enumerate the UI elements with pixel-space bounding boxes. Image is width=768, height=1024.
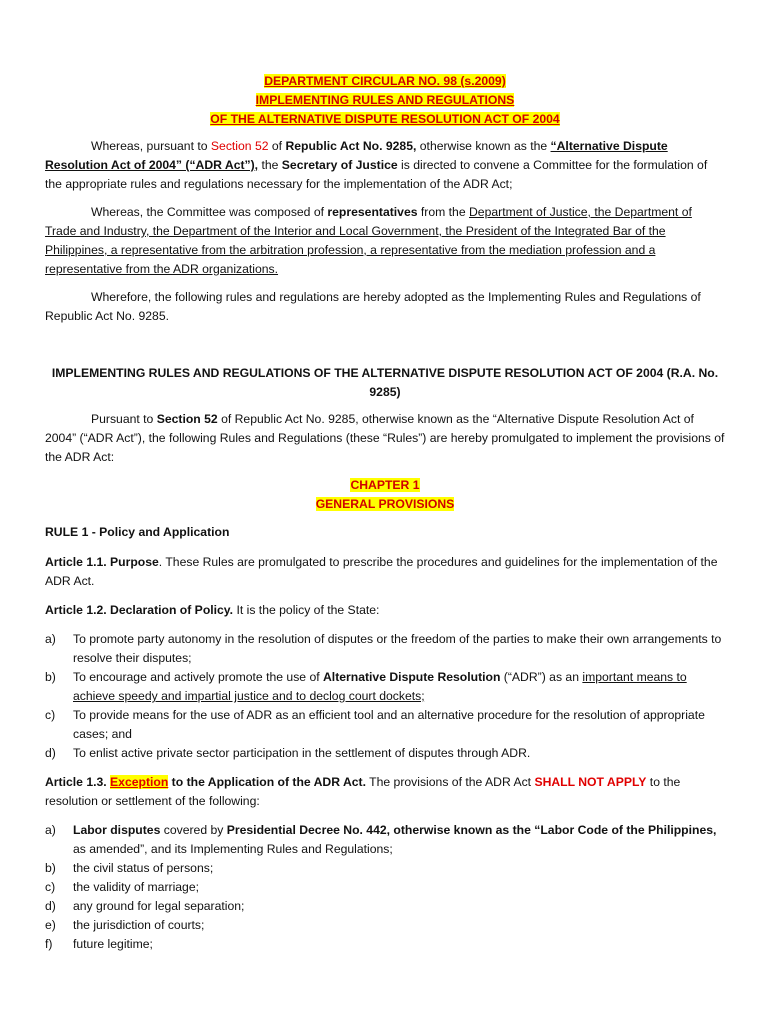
circular-title: IMPLEMENTING RULES AND REGULATIONS [255,93,515,107]
whereas-paragraph-2: Whereas, the Committee was composed of representatives from the Department of Justice, the Department of Trade and Industry, the Department of the Interior and Local Government, the President of the Integrated Bar of the Philippines, a representative from the arbitration profession, a representative from the mediation profession and a representative from the ADR organizations. [45,205,692,276]
list-item: d) To enlist active private sector participation in the settlement of disputes through ADR. [45,746,531,760]
list-item: f) future legitime; [45,937,153,951]
list-item: b) the civil status of persons; [45,861,214,875]
irr-title: IMPLEMENTING RULES AND REGULATIONS OF THE ALTERNATIVE DISPUTE RESOLUTION ACT OF 2004 (R.A. No. 9285) [51,366,719,399]
list-item: b) To encourage and actively promote the use of Alternative Dispute Resolution (“ADR”) as an important means to achieve speedy and impartial justice and to declog court dockets; [45,670,687,703]
pursuant-paragraph: Pursuant to Section 52 of Republic Act No. 9285, otherwise known as the “Alternative Dispute Resolution Act of 2004” (“ADR Act”), the following Rules and Regulations (these “Rules”) are hereby promulgated to implement the provisions of the ADR Act: [45,412,725,464]
list-item: c) the validity of marriage; [45,880,199,894]
rule-heading: RULE 1 - Policy and Application [45,525,230,539]
wherefore-paragraph: Wherefore, the following rules and regulations are hereby adopted as the Implementing Rules and Regulations of Republic Act No. 9285. [45,290,701,323]
circular-number: DEPARTMENT CIRCULAR NO. 98 (s.2009) [264,74,506,88]
chapter-number: CHAPTER 1 [350,478,420,492]
list-item: d) any ground for legal separation; [45,899,245,913]
exception-list [45,821,725,954]
chapter-heading [45,476,725,514]
list-item: a) Labor disputes covered by Presidential Decree No. 442, otherwise known as the “Labor Code of the Philippines, as amended”, and its Implementing Rules and Regulations; [45,823,717,856]
list-item: c) To provide means for the use of ADR as an efficient tool and an alternative procedure for the resolution of appropriate cases; and [45,708,705,741]
shall-not-apply: SHALL NOT APPLY [534,775,647,789]
adr-act-name: “Alternative Dispute Resolution Act of 2004” (“ADR Act”), [45,139,668,172]
article-1-2: Article 1.2. Declaration of Policy. It is the policy of the State: [45,603,380,617]
circular-subtitle: OF THE ALTERNATIVE DISPUTE RESOLUTION ACT OF 2004 [210,112,560,126]
exception-word: Exception [110,775,169,789]
circular-header [45,72,725,129]
policy-list [45,630,725,763]
article-1-1: Article 1.1. Purpose. These Rules are promulgated to prescribe the procedures and guidelines for the implementation of the ADR Act. [45,555,718,588]
section-ref: Section 52 [210,139,269,153]
chapter-title: GENERAL PROVISIONS [315,497,455,511]
committee-members: Department of Justice, the Department of Trade and Industry, the Department of the Interior and Local Government, the President of the Integrated Bar of the Philippines, a representative from the arbitration profession, a representative from the mediation profession and a representative from the ADR organizations. [45,205,692,276]
list-item: a) To promote party autonomy in the resolution of disputes or the freedom of the parties to make their own arrangements to resolve their disputes; [45,632,722,665]
whereas-paragraph-1: Whereas, pursuant to Section 52 of Republic Act No. 9285, otherwise known as the “Alternative Dispute Resolution Act of 2004” (“ADR Act”), the Secretary of Justice is directed to convene a Committee for the formulation of the appropriate rules and regulations necessary for the implementation of the ADR Act; [45,139,708,191]
list-item: e) the jurisdiction of courts; [45,918,205,932]
article-1-3: Article 1.3. Exception to the Application of the ADR Act. The provisions of the ADR Act SHALL NOT APPLY to the resolution or settlement of the following: [45,775,681,808]
document-page [45,72,725,954]
